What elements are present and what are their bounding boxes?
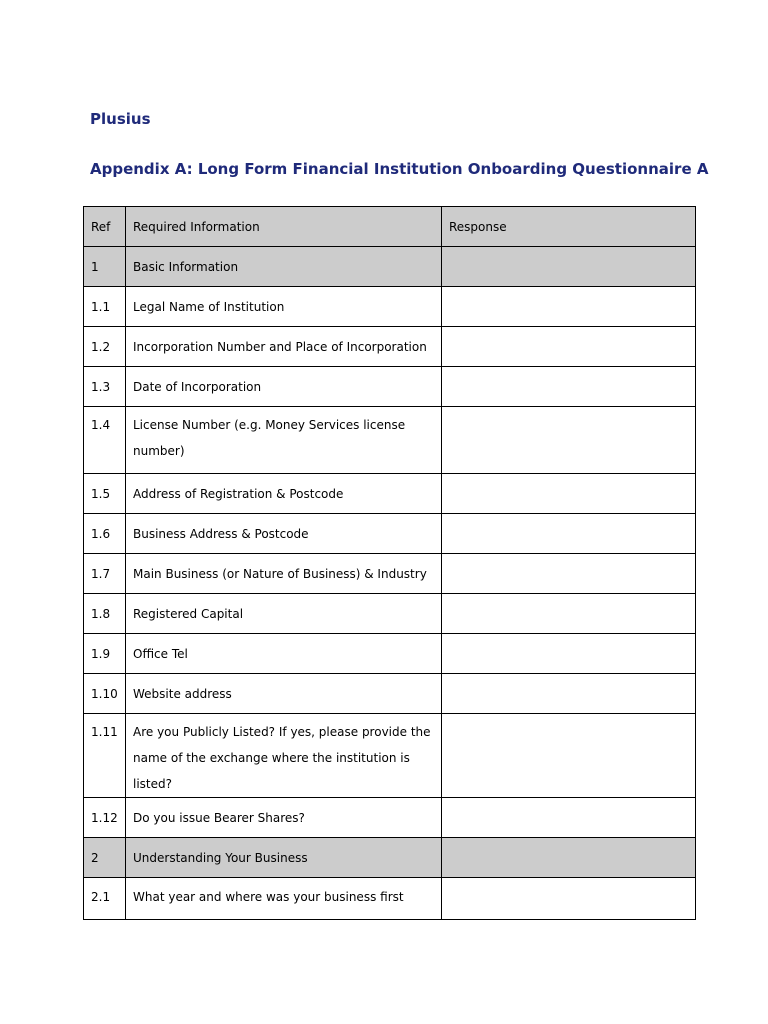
row-response[interactable]	[442, 407, 696, 474]
column-header-required-information: Required Information	[126, 207, 442, 247]
column-header-ref: Ref	[84, 207, 126, 247]
section-row	[84, 247, 696, 287]
row-info: Website address	[126, 674, 442, 714]
document-title: Appendix A: Long Form Financial Institution Onboarding Questionnaire A	[90, 160, 709, 178]
row-info: Address of Registration & Postcode	[126, 474, 442, 514]
row-ref: 1.9	[84, 634, 126, 674]
row-info: Main Business (or Nature of Business) & Industry	[126, 554, 442, 594]
questionnaire-table	[83, 206, 696, 920]
table-row	[84, 327, 696, 367]
table-row	[84, 287, 696, 327]
row-ref: 1.2	[84, 327, 126, 367]
row-ref: 1.7	[84, 554, 126, 594]
table-row	[84, 878, 696, 920]
table-row	[84, 634, 696, 674]
row-response[interactable]	[442, 327, 696, 367]
row-response[interactable]	[442, 367, 696, 407]
column-header-response: Response	[442, 207, 696, 247]
row-ref: 1.8	[84, 594, 126, 634]
row-ref: 1.11	[84, 714, 126, 798]
row-info: Incorporation Number and Place of Incorporation	[126, 327, 442, 367]
row-ref: 1.3	[84, 367, 126, 407]
table-row	[84, 407, 696, 474]
row-ref: 1	[84, 247, 126, 287]
row-ref: 2.1	[84, 878, 126, 920]
table-row	[84, 714, 696, 798]
table-row	[84, 674, 696, 714]
table-row	[84, 594, 696, 634]
row-info: What year and where was your business first	[126, 878, 442, 920]
row-response	[442, 838, 696, 878]
row-info: Do you issue Bearer Shares?	[126, 798, 442, 838]
row-ref: 1.1	[84, 287, 126, 327]
row-info: Legal Name of Institution	[126, 287, 442, 327]
row-info: Are you Publicly Listed? If yes, please provide the name of the exchange where the institution is listed?	[126, 714, 442, 798]
row-response[interactable]	[442, 878, 696, 920]
row-ref: 1.4	[84, 407, 126, 474]
row-ref: 1.5	[84, 474, 126, 514]
row-ref: 2	[84, 838, 126, 878]
company-name: Plusius	[90, 110, 151, 128]
row-response[interactable]	[442, 474, 696, 514]
row-info: License Number (e.g. Money Services license number)	[126, 407, 442, 474]
row-response[interactable]	[442, 287, 696, 327]
table-row	[84, 554, 696, 594]
row-response[interactable]	[442, 714, 696, 798]
row-ref: 1.6	[84, 514, 126, 554]
row-info: Office Tel	[126, 634, 442, 674]
row-info: Registered Capital	[126, 594, 442, 634]
row-response[interactable]	[442, 514, 696, 554]
row-info: Date of Incorporation	[126, 367, 442, 407]
row-info: Basic Information	[126, 247, 442, 287]
table-row	[84, 514, 696, 554]
row-response[interactable]	[442, 798, 696, 838]
section-row	[84, 838, 696, 878]
row-response[interactable]	[442, 634, 696, 674]
row-response[interactable]	[442, 554, 696, 594]
row-ref: 1.10	[84, 674, 126, 714]
row-info: Understanding Your Business	[126, 838, 442, 878]
table-row	[84, 474, 696, 514]
row-response[interactable]	[442, 674, 696, 714]
table-row	[84, 367, 696, 407]
table-row	[84, 798, 696, 838]
row-response[interactable]	[442, 594, 696, 634]
row-info: Business Address & Postcode	[126, 514, 442, 554]
table-header-row	[84, 207, 696, 247]
row-ref: 1.12	[84, 798, 126, 838]
row-response	[442, 247, 696, 287]
